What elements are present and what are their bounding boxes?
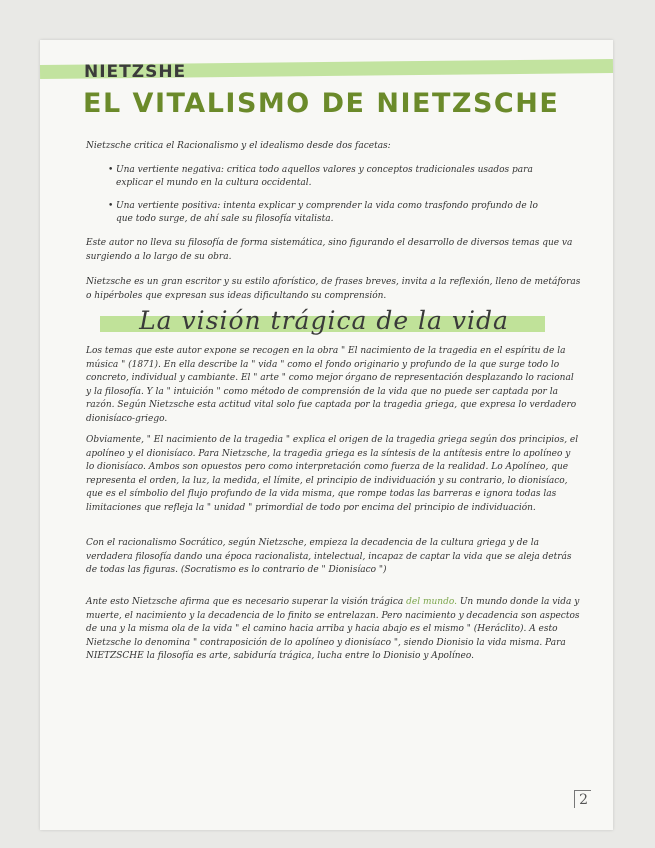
- paragraph-1: Este autor no lleva su filosofía de forma sistemática, sino figurando el desarrollo de diversos temas que va surgiendo a lo largo de su obra.: [86, 238, 573, 262]
- page-number: 2: [574, 790, 591, 808]
- paragraph-5: Con el racionalismo Socrático, según Nietzsche, empieza la decadencia de la cultura griega y de la verdadera filosofía dando una época racionalista, intelectual, incapaz de captar la vida que se aleja detrás de todas las figuras. (Socratismo es lo contrario de " Dionisíaco "): [86, 538, 572, 575]
- paragraph-4: Obviamente, " El nacimiento de la tragedia " explica el origen de la tragedia griega según dos principios, el apolíneo y el dionisíaco. Para Nietzsche, la tragedia griega es la síntesis de la antítesis entre lo apolíneo y lo dionisíaco. Ambos son opuestos pero como interpretación como fuerza de la realidad. Lo Apolíneo, que representa el orden, la luz, la medida, el límite, el principio de individuación y su contrario, lo dionisíaco, que es el símbolio del flujo profundo de la vida misma, que rompe todas las barreras e ignora todas las limitaciones que refleja la " unidad " primordial de todo por encima del principio de individuación.: [86, 435, 579, 513]
- intro-text: Nietzsche critica el Racionalismo y el idealismo desde dos facetas:: [86, 141, 391, 151]
- paragraph-2: Nietzsche es un gran escritor y su estilo aforístico, de frases breves, invita a la reflexión, lleno de metáforas o hipérboles que expresan sus ideas dificultando su comprensión.: [86, 277, 581, 301]
- bullet-dot-icon: •: [108, 165, 114, 175]
- section-subtitle: La visión trágica de la vida: [139, 306, 509, 335]
- paragraph-6-green-text: del mundo.: [406, 597, 457, 607]
- bullet-dot-icon: •: [108, 201, 114, 211]
- paragraph-3: Los temas que este autor expone se recogen en la obra " El nacimiento de la tragedia en el espíritu de la música " (1871). En ella describe la " vida " como el fondo originario y profundo de la que surge todo lo concreto, individual y cambiante. El " arte " como mejor órgano de representación desplazando lo racional y la filosofía. Y la " intuición " como método de comprensión de la vida que no puede ser captada por la razón. Según Nietzsche esta actitud vital solo fue captada por la tragedia griega, que expresa lo verdadero dionisíaco-griego.: [86, 346, 577, 424]
- paragraph-6-lead: Ante esto Nietzsche afirma que es necesario superar la visión trágica: [86, 597, 404, 607]
- chapter-label: NIETZSHE: [84, 62, 187, 82]
- bullet-text: Una vertiente positiva: intenta explicar y comprender la vida como trasfondo profundo de lo que todo surge, de ahí sale su filosofía vitalista.: [116, 201, 538, 224]
- notebook-page: [40, 40, 613, 830]
- page-title: EL VITALISMO DE NIETZSCHE: [83, 88, 560, 119]
- bullet-negative: [108, 164, 556, 190]
- paragraph-6-rest: Un mundo donde la vida y muerte, el nacimiento y la decadencia de lo finito se entrelazan. Pero nacimiento y decadencia son aspectos de una y la misma ola de la vida " el camino hacia arriba y hacia abajo es el mismo " (Heráclito). A esto Nietzsche lo denomina " contraposición de lo apolíneo y dionisíaco ", siendo Dionisio la vida misma. Para NIETZSCHE la filosofía es arte, sabiduría trágica, lucha entre lo Dionisio y Apolíneo.: [86, 597, 580, 661]
- paragraph-6: [86, 596, 581, 664]
- bullet-positive: [108, 200, 556, 226]
- bullet-text: Una vertiente negativa: critica todo aquellos valores y conceptos tradicionales usados para explicar el mundo en la cultura occidental.: [116, 165, 533, 188]
